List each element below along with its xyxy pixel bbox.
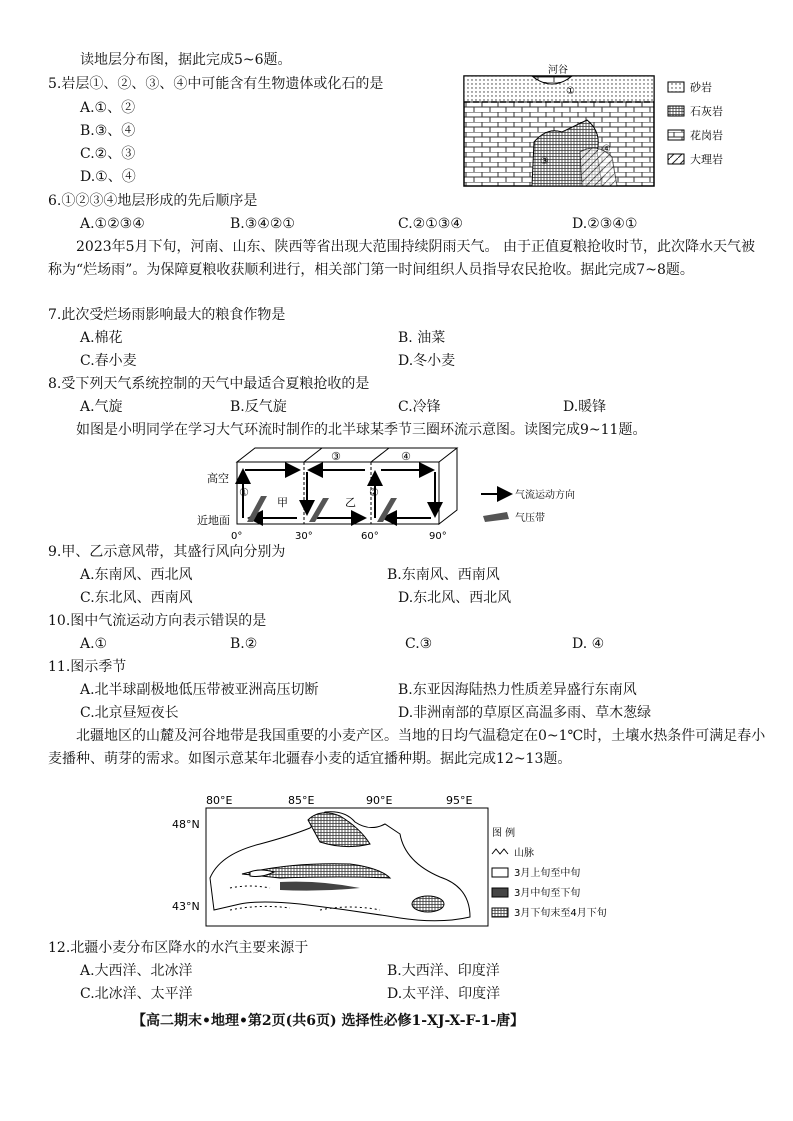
- q8-option-d: D.暖锋: [563, 399, 607, 415]
- q6-option-a: A.①②③④: [80, 216, 145, 232]
- strata-figure: [462, 62, 762, 190]
- lon-85: 85°E: [288, 794, 315, 807]
- lat-0: 0°: [231, 531, 243, 542]
- legend-pressure: 气压带: [515, 513, 545, 524]
- lat-43: 43°N: [172, 900, 200, 913]
- q9-stem: 9.甲、乙示意风带，其盛行风向分别为: [48, 544, 286, 560]
- label-circle-3: ③: [540, 156, 549, 167]
- q7-option-d: D.冬小麦: [398, 353, 456, 369]
- lat-90: 90°: [429, 531, 447, 542]
- legend-limestone: 石灰岩: [690, 105, 723, 118]
- label-n1: ①: [239, 486, 249, 499]
- q5-option-d: D.①、④: [80, 169, 136, 185]
- q10-option-c: C.③: [405, 636, 433, 652]
- legend-granite: 花岗岩: [690, 129, 723, 142]
- wheat-map: [170, 792, 607, 932]
- lat-48: 48°N: [172, 818, 200, 831]
- q7-stem: 7.此次受烂场雨影响最大的粮食作物是: [48, 307, 286, 323]
- map-legend-title: 图 例: [492, 828, 516, 839]
- q12-option-a: A.大西洋、北冰洋: [80, 963, 193, 979]
- q11-option-a: A.北半球副极地低压带被亚洲高压切断: [80, 682, 319, 698]
- q6-option-b: B.③④②①: [230, 216, 295, 232]
- label-n3: ③: [331, 450, 341, 463]
- valley-label: 河谷: [548, 65, 568, 76]
- label-high: 高空: [207, 472, 229, 485]
- q8-stem: 8.受下列天气系统控制的天气中最适合夏粮抢收的是: [48, 376, 370, 392]
- lon-90: 90°E: [366, 794, 393, 807]
- label-yi: 乙: [345, 496, 356, 509]
- passage-circulation: 如图是小明同学在学习大气环流时制作的北半球某季节三圈环流示意图。读图完成9~11题。: [76, 422, 647, 438]
- legend-airflow: 气流运动方向: [515, 490, 575, 501]
- legend-late: 3月下旬末至4月下旬: [514, 908, 607, 919]
- q8-option-a: A.气旋: [80, 399, 123, 415]
- q9-option-a: A.东南风、西北风: [80, 567, 193, 583]
- passage-rain: 2023年5月下旬，河南、山东、陕西等省出现大范围持续阴雨天气。 由于正值夏粮抢收时节，此次降水天气被称为“烂场雨”。为保障夏粮收获顺利进行，相关部门第一时间组织人员指导农民抢收。据此完成7~8题。: [48, 239, 755, 278]
- q12-option-d: D.太平洋、印度洋: [387, 986, 501, 1002]
- label-n4: ④: [401, 450, 411, 463]
- label-n2: ②: [369, 486, 379, 499]
- q10-option-b: B.②: [230, 636, 258, 652]
- lon-95: 95°E: [446, 794, 473, 807]
- q8-option-b: B.反气旋: [230, 399, 287, 415]
- circulation-figure: [197, 442, 585, 542]
- passage-wheat: 北疆地区的山麓及河谷地带是我国重要的小麦产区。当地的日均气温稳定在0~1℃时，土壤水热条件可满足春小麦播种、萌芽的需求。如图示意某年北疆春小麦的适宜播种期。据此完成12~13题。: [48, 728, 766, 767]
- q7-option-b: B. 油菜: [398, 330, 446, 346]
- intro-text: 读地层分布图，据此完成5~6题。: [80, 52, 292, 68]
- legend-sandstone: 砂岩: [690, 81, 712, 94]
- q6-option-d: D.②③④①: [572, 216, 638, 232]
- q9-option-d: D.东北风、西北风: [398, 590, 512, 606]
- label-ground: 近地面: [197, 514, 230, 527]
- lat-30: 30°: [295, 531, 313, 542]
- q9-option-b: B.东南风、西南风: [387, 567, 500, 583]
- q5-option-a: A.①、②: [80, 100, 136, 116]
- q12-option-c: C.北冰洋、太平洋: [80, 986, 193, 1002]
- label-circle-1: ①: [566, 86, 575, 97]
- q5-option-b: B.③、④: [80, 123, 136, 139]
- label-circle-4: ④: [602, 144, 611, 155]
- q11-stem: 11.图示季节: [48, 659, 127, 675]
- q7-option-a: A.棉花: [80, 330, 123, 346]
- lat-60: 60°: [361, 531, 379, 542]
- q6-stem: 6.①②③④地层形成的先后顺序是: [48, 193, 258, 209]
- legend-early: 3月上旬至中旬: [514, 868, 581, 879]
- q7-option-c: C.春小麦: [80, 353, 137, 369]
- legend-mountain: 山脉: [514, 848, 534, 859]
- q5-option-c: C.②、③: [80, 146, 136, 162]
- q12-option-b: B.大西洋、印度洋: [387, 963, 500, 979]
- lon-80: 80°E: [206, 794, 233, 807]
- legend-mid: 3月中旬至下旬: [514, 888, 581, 899]
- q11-option-b: B.东亚因海陆热力性质差异盛行东南风: [398, 682, 637, 698]
- label-jia: 甲: [277, 496, 288, 509]
- q9-option-c: C.东北风、西南风: [80, 590, 193, 606]
- q12-stem: 12.北疆小麦分布区降水的水汽主要来源于: [48, 940, 309, 956]
- q11-option-c: C.北京昼短夜长: [80, 705, 179, 721]
- page-footer: 【高二期末•地理•第2页(共6页) 选择性必修1-XJ-X-F-1-唐】: [132, 1013, 525, 1029]
- q5-stem: 5.岩层①、②、③、④中可能含有生物遗体或化石的是: [48, 76, 384, 92]
- q8-option-c: C.冷锋: [398, 399, 441, 415]
- q11-option-d: D.非洲南部的草原区高温多雨、草木葱绿: [398, 705, 652, 721]
- q6-option-c: C.②①③④: [398, 216, 463, 232]
- q10-option-a: A.①: [80, 636, 108, 652]
- q10-option-d: D. ④: [572, 636, 605, 652]
- legend-marble: 大理岩: [690, 153, 723, 166]
- q10-stem: 10.图中气流运动方向表示错误的是: [48, 613, 267, 629]
